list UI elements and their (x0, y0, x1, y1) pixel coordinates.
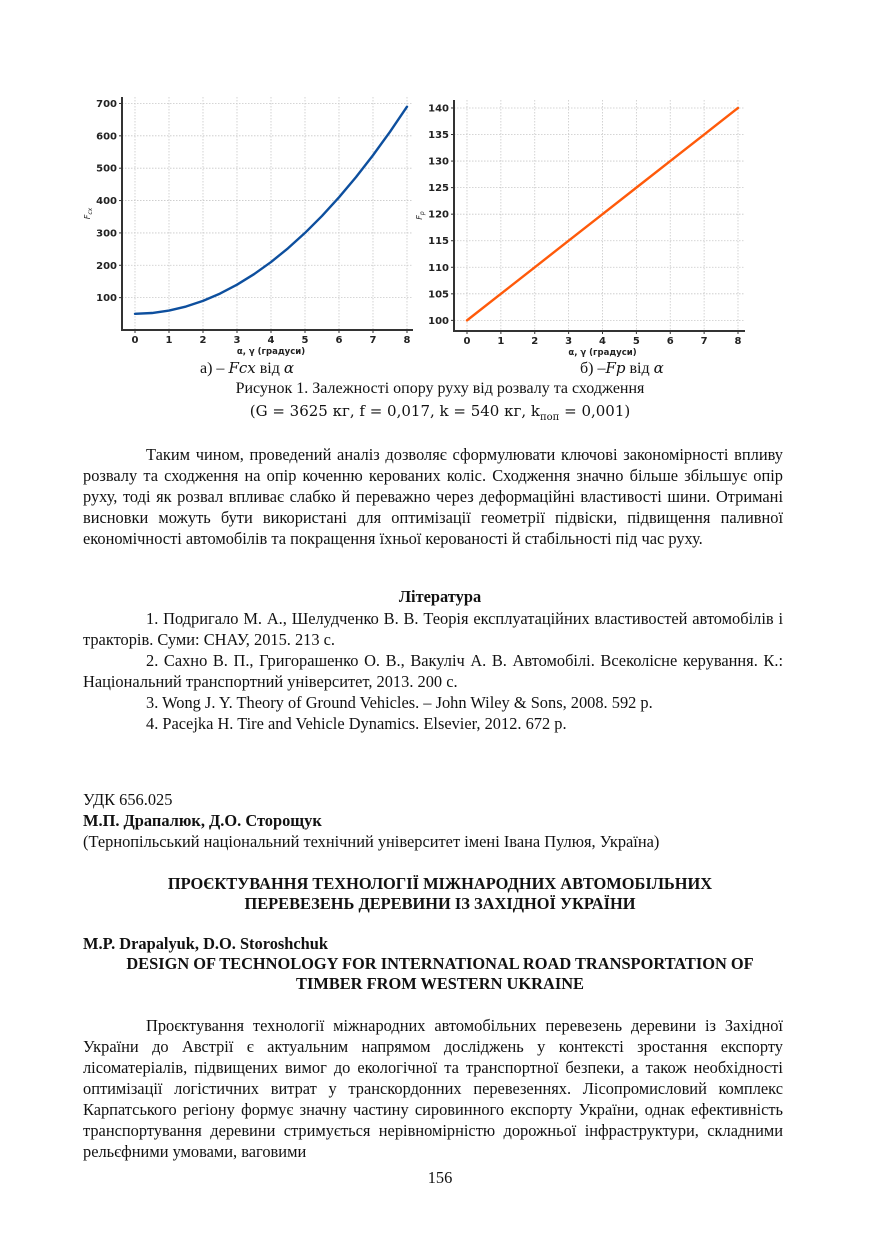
figure-parameters (80, 402, 800, 423)
x-tick-label: 5 (301, 335, 309, 346)
y-tick-label: 140 (428, 103, 449, 115)
affiliation: (Тернопільський національний технічний університет імені Івана Пулюя, Україна) (83, 832, 660, 851)
x-tick-label: 3 (233, 335, 241, 346)
x-tick-label: 6 (335, 335, 343, 346)
y-tick-label: 600 (96, 131, 117, 143)
y-tick-label: 110 (428, 262, 449, 274)
x-tick-label: 2 (531, 336, 539, 347)
y-tick-label: 100 (96, 293, 117, 305)
authors-en: M.P. Drapalyuk, D.O. Storoshchuk (83, 934, 329, 953)
literature-item: 3. Wong J. Y. Theory of Ground Vehicles. – John Wiley & Sons, 2008. 592 p. (146, 693, 653, 712)
literature-item: 4. Pacejka H. Tire and Vehicle Dynamics. Elsevier, 2012. 672 p. (146, 714, 567, 733)
x-tick-label: 3 (565, 336, 573, 347)
y-tick-label: 300 (96, 228, 117, 240)
y-axis-title: $F_p$ (415, 211, 426, 220)
intro-paragraph: Проєктування технології міжнародних автомобільних перевезень деревини із Західної України до Австрії є актуальним напрямом досліджень у контексті зростання експорту лісоматеріалів, підвищених вимог до екологічної та транспортної безпеки, а також необхідності оптимізації логістичних витрат у транскордонних перевезеннях. Лісопромисловий комплекс Карпатського регіону формує значну частину сировинного експорту України, однак ефективність транспортування деревини стримується нерівномірністю дорожньої інфраструктури, складними рельєфними умовами, ваговими (83, 1016, 783, 1161)
udc-code: УДК 656.025 (83, 790, 173, 809)
page-number: 156 (427, 1168, 453, 1187)
conclusion-paragraph: Таким чином, проведений аналіз дозволяє сформулювати ключові закономірності впливу розвалу та сходження на опір коченню керованих коліс. Сходження значно більше збільшує опір руху, тоді як розвал впливає слабко й переважно через деформаційні властивості шини. Отримані висновки можуть бути використані для оптимізації геометрії підвіски, підвищення паливної економічності автомобілів та покращення їхньої керованості й стабільності під час руху. (83, 445, 783, 548)
x-tick-label: 0 (463, 336, 471, 347)
x-tick-label: 2 (199, 335, 207, 346)
y-tick-label: 130 (428, 156, 449, 168)
y-tick-label: 700 (96, 98, 117, 110)
y-axis-title-subscript: cx (87, 207, 94, 215)
y-tick-label: 200 (96, 260, 117, 272)
x-tick-label: 1 (497, 336, 505, 347)
subcaption-a-symbol: α (283, 359, 294, 377)
title-ua-line-2: ПЕРЕВЕЗЕНЬ ДЕРЕВИНИ ІЗ ЗАХІДНОЇ УКРАЇНИ (244, 894, 636, 913)
x-tick-label: 7 (369, 335, 377, 346)
title-en-line-1: DESIGN OF TECHNOLOGY FOR INTERNATIONAL ROAD TRANSPORTATION OF (126, 954, 754, 973)
subcaption-b-mid: від (625, 360, 654, 377)
y-tick-label: 100 (428, 315, 449, 327)
x-tick-label: 7 (700, 336, 708, 347)
subcaption-b-variable: Fp (605, 359, 626, 377)
literature-heading: Література (398, 587, 482, 606)
y-axis-title: $F_{cx}$ (83, 207, 94, 220)
y-tick-label: 120 (428, 209, 449, 221)
literature-item: 2. Сахно В. П., Григорашенко О. В., Вакуліч А. В. Автомобілі. Всеколісне керування. К.: Національний транспортний університет, 2013. 200 с. (83, 651, 783, 691)
y-axis-title-subscript: p (419, 211, 426, 216)
chart-fp (415, 100, 745, 358)
series-line-fcx (135, 107, 407, 314)
subcaption-a-variable: Fcx (228, 359, 256, 377)
x-tick-label: 8 (403, 335, 411, 346)
figure-charts (0, 0, 877, 360)
authors-ua: М.П. Драпалюк, Д.О. Сторощук (83, 811, 322, 830)
x-axis-title: α, γ (градуси) (236, 347, 306, 357)
y-tick-label: 400 (96, 196, 117, 208)
x-tick-label: 8 (734, 336, 742, 347)
x-axis-title: α, γ (градуси) (568, 348, 637, 358)
y-tick-label: 115 (428, 236, 449, 248)
y-tick-label: 105 (428, 289, 449, 301)
figure-parameters-subscript: поп (539, 412, 560, 423)
x-tick-label: 4 (267, 335, 275, 346)
y-tick-label: 135 (428, 130, 449, 142)
subcaption-a-mid: від (255, 360, 284, 377)
x-tick-label: 0 (131, 335, 139, 346)
figure-parameters-text: (G = 3625 кг, f = 0,017, k = 540 кг, k (249, 402, 540, 420)
subcaption-b-prefix: б) – (580, 360, 606, 377)
x-tick-label: 1 (165, 335, 173, 346)
y-tick-label: 500 (96, 163, 117, 175)
figure-parameters-end: = 0,001) (559, 402, 631, 420)
x-tick-label: 4 (599, 336, 606, 347)
chart-fcx (83, 97, 413, 357)
subcaption-b (580, 359, 664, 378)
x-tick-label: 5 (632, 336, 640, 347)
title-ua-line-1: ПРОЄКТУВАННЯ ТЕХНОЛОГІЇ МІЖНАРОДНИХ АВТОМОБІЛЬНИХ (167, 874, 713, 893)
literature-item: 1. Подригало М. А., Шелудченко В. В. Теорія експлуатаційних властивостей автомобілів і тракторів. Суми: СНАУ, 2015. 213 с. (83, 609, 783, 649)
y-tick-label: 125 (428, 183, 449, 195)
subcaption-a (200, 359, 294, 378)
subcaption-b-symbol: α (653, 359, 664, 377)
subcaption-a-prefix: а) – (200, 360, 229, 377)
figure-caption: Рисунок 1. Залежності опору руху від розвалу та сходження (235, 380, 645, 397)
title-en-line-2: TIMBER FROM WESTERN UKRAINE (296, 974, 584, 993)
x-tick-label: 6 (666, 336, 674, 347)
